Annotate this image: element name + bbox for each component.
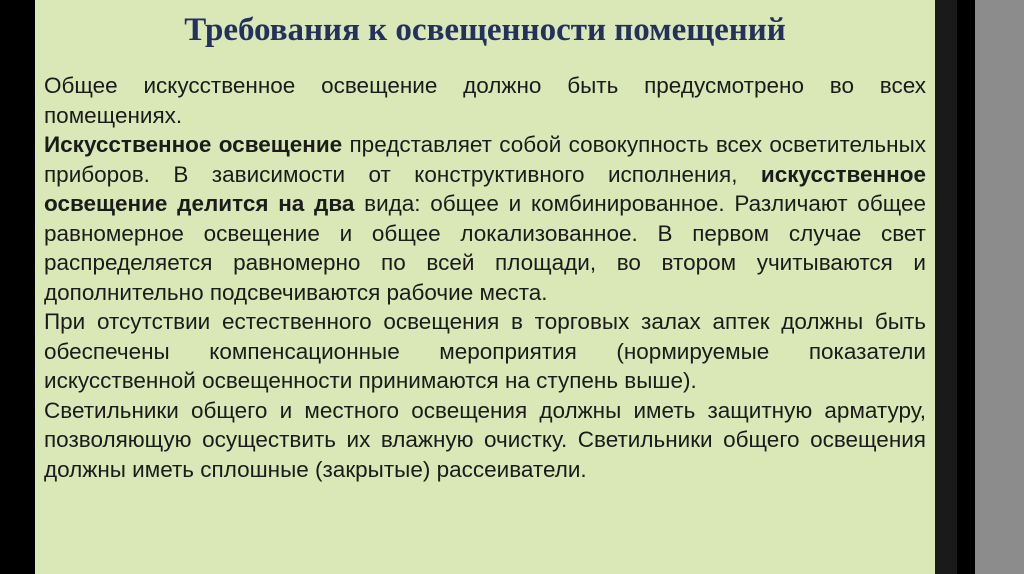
paragraph-text: представляет собой совокупность всех осветительных приборов. В зависимости от конструктивного исполнения,: [44, 132, 926, 187]
bold-term-artificial-lighting: Искусственное освещение: [44, 132, 343, 157]
slide-body: [44, 71, 926, 484]
paragraph-general-lighting: Общее искусственное освещение должно быть предусмотрено во всех помещениях.: [44, 73, 926, 128]
bold-term-divided: искусственное освещение делится на два: [44, 161, 926, 216]
decorative-dark-bar: [935, 0, 957, 574]
paragraph-text: вида: общее и комбинированное. Различают общее равномерное освещение и общее локализованное. В первом случае свет распределяется равномерно по всей площади, во втором учитываются и дополнительно подсвечиваются рабочие места.: [44, 191, 926, 305]
paragraph-artificial-lighting: [44, 130, 926, 307]
paragraph-luminaires: Светильники общего и местного освещения должны иметь защитную арматуру, позволяющую осуществить их влажную очистку. Светильники общего освещения должны иметь сплошные (закрытые) рассеиватели.: [44, 397, 926, 482]
paragraph-compensation: При отсутствии естественного освещения в торговых залах аптек должны быть обеспечены компенсационные мероприятия (нормируемые показатели искусственной освещенности принимаются на ступень выше).: [44, 309, 926, 393]
decorative-gray-stripe: [975, 0, 1024, 574]
slide-title: Требования к освещенности помещений: [184, 12, 786, 48]
